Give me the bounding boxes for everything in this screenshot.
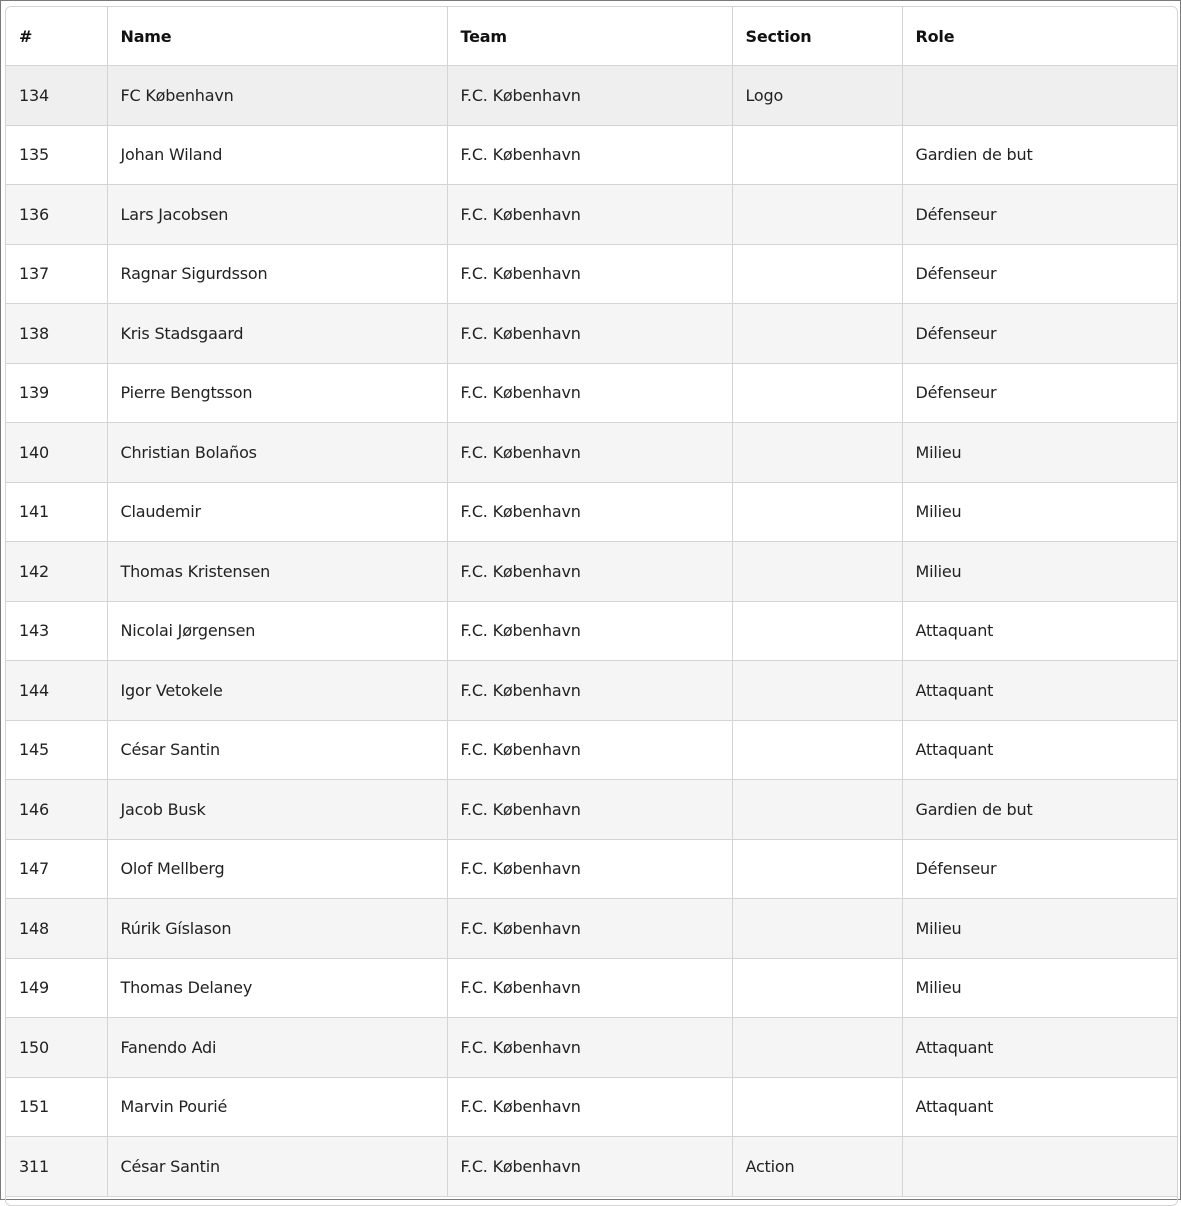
cell-name: Kris Stadsgaard xyxy=(107,304,447,364)
cell-role: Défenseur xyxy=(902,244,1177,304)
cell-number: 146 xyxy=(6,780,107,840)
cell-role: Attaquant xyxy=(902,601,1177,661)
cell-name: Thomas Kristensen xyxy=(107,542,447,602)
cell-team: F.C. København xyxy=(447,482,732,542)
table-row[interactable] xyxy=(6,839,1177,899)
cell-role: Milieu xyxy=(902,542,1177,602)
cell-section xyxy=(732,958,902,1018)
table-row[interactable] xyxy=(6,958,1177,1018)
cell-number: 139 xyxy=(6,363,107,423)
cell-section xyxy=(732,780,902,840)
table-row[interactable] xyxy=(6,780,1177,840)
cell-role: Gardien de but xyxy=(902,780,1177,840)
cell-number: 136 xyxy=(6,185,107,245)
cell-name: Pierre Bengtsson xyxy=(107,363,447,423)
cell-number: 135 xyxy=(6,125,107,185)
table-body xyxy=(6,66,1177,1197)
cell-name: Olof Mellberg xyxy=(107,839,447,899)
cell-name: Claudemir xyxy=(107,482,447,542)
cell-team: F.C. København xyxy=(447,1137,732,1197)
cell-section xyxy=(732,244,902,304)
cell-name: Lars Jacobsen xyxy=(107,185,447,245)
cell-number: 142 xyxy=(6,542,107,602)
cell-number: 143 xyxy=(6,601,107,661)
cell-name: Fanendo Adi xyxy=(107,1018,447,1078)
cell-name: Christian Bolaños xyxy=(107,423,447,483)
cell-number: 141 xyxy=(6,482,107,542)
cell-team: F.C. København xyxy=(447,720,732,780)
cell-team: F.C. København xyxy=(447,601,732,661)
cell-section xyxy=(732,839,902,899)
table-row[interactable] xyxy=(6,1018,1177,1078)
cell-number: 150 xyxy=(6,1018,107,1078)
cell-name: Thomas Delaney xyxy=(107,958,447,1018)
cell-name: FC København xyxy=(107,66,447,126)
cell-role: Milieu xyxy=(902,899,1177,959)
table-row[interactable] xyxy=(6,363,1177,423)
cell-section xyxy=(732,125,902,185)
cell-role: Défenseur xyxy=(902,185,1177,245)
table-row[interactable] xyxy=(6,66,1177,126)
cell-role: Attaquant xyxy=(902,661,1177,721)
cell-team: F.C. København xyxy=(447,244,732,304)
cell-name: Nicolai Jørgensen xyxy=(107,601,447,661)
cell-role: Attaquant xyxy=(902,720,1177,780)
cell-number: 144 xyxy=(6,661,107,721)
sticker-table-container xyxy=(5,6,1178,1206)
cell-role xyxy=(902,66,1177,126)
cell-number: 151 xyxy=(6,1077,107,1137)
cell-name: Rúrik Gíslason xyxy=(107,899,447,959)
cell-number: 138 xyxy=(6,304,107,364)
cell-team: F.C. København xyxy=(447,185,732,245)
cell-team: F.C. København xyxy=(447,958,732,1018)
cell-team: F.C. København xyxy=(447,1077,732,1137)
cell-team: F.C. København xyxy=(447,423,732,483)
sticker-table xyxy=(6,7,1177,1197)
table-header-row xyxy=(6,7,1177,66)
cell-section xyxy=(732,1018,902,1078)
column-header-name[interactable]: Name xyxy=(107,7,447,66)
cell-section xyxy=(732,185,902,245)
table-row[interactable] xyxy=(6,1077,1177,1137)
cell-number: 145 xyxy=(6,720,107,780)
cell-number: 134 xyxy=(6,66,107,126)
cell-team: F.C. København xyxy=(447,363,732,423)
cell-number: 148 xyxy=(6,899,107,959)
cell-team: F.C. København xyxy=(447,899,732,959)
cell-role: Défenseur xyxy=(902,839,1177,899)
cell-team: F.C. København xyxy=(447,542,732,602)
cell-role: Gardien de but xyxy=(902,125,1177,185)
table-row[interactable] xyxy=(6,661,1177,721)
column-header-section[interactable]: Section xyxy=(732,7,902,66)
cell-role: Défenseur xyxy=(902,363,1177,423)
cell-role: Milieu xyxy=(902,958,1177,1018)
table-row[interactable] xyxy=(6,542,1177,602)
cell-section xyxy=(732,542,902,602)
cell-role: Milieu xyxy=(902,423,1177,483)
cell-name: César Santin xyxy=(107,720,447,780)
cell-name: Marvin Pourié xyxy=(107,1077,447,1137)
cell-role: Attaquant xyxy=(902,1077,1177,1137)
cell-name: Johan Wiland xyxy=(107,125,447,185)
table-row[interactable] xyxy=(6,1137,1177,1197)
column-header-role[interactable]: Role xyxy=(902,7,1177,66)
cell-section xyxy=(732,304,902,364)
table-row[interactable] xyxy=(6,899,1177,959)
cell-section xyxy=(732,482,902,542)
cell-number: 140 xyxy=(6,423,107,483)
table-row[interactable] xyxy=(6,720,1177,780)
cell-section xyxy=(732,1077,902,1137)
cell-team: F.C. København xyxy=(447,661,732,721)
cell-name: Ragnar Sigurdsson xyxy=(107,244,447,304)
table-row[interactable] xyxy=(6,423,1177,483)
cell-role: Attaquant xyxy=(902,1018,1177,1078)
cell-number: 311 xyxy=(6,1137,107,1197)
cell-section xyxy=(732,423,902,483)
cell-team: F.C. København xyxy=(447,66,732,126)
column-header-number[interactable]: # xyxy=(6,7,107,66)
cell-section: Action xyxy=(732,1137,902,1197)
cell-section xyxy=(732,363,902,423)
cell-team: F.C. København xyxy=(447,780,732,840)
cell-number: 137 xyxy=(6,244,107,304)
cell-team: F.C. København xyxy=(447,304,732,364)
cell-section xyxy=(732,720,902,780)
cell-section: Logo xyxy=(732,66,902,126)
table-row[interactable] xyxy=(6,125,1177,185)
cell-number: 147 xyxy=(6,839,107,899)
table-row[interactable] xyxy=(6,601,1177,661)
table-row[interactable] xyxy=(6,482,1177,542)
table-row[interactable] xyxy=(6,244,1177,304)
table-row[interactable] xyxy=(6,304,1177,364)
cell-name: Igor Vetokele xyxy=(107,661,447,721)
cell-number: 149 xyxy=(6,958,107,1018)
column-header-team[interactable]: Team xyxy=(447,7,732,66)
cell-role xyxy=(902,1137,1177,1197)
cell-team: F.C. København xyxy=(447,1018,732,1078)
cell-team: F.C. København xyxy=(447,125,732,185)
table-row[interactable] xyxy=(6,185,1177,245)
cell-role: Défenseur xyxy=(902,304,1177,364)
cell-section xyxy=(732,601,902,661)
cell-section xyxy=(732,899,902,959)
cell-section xyxy=(732,661,902,721)
cell-name: Jacob Busk xyxy=(107,780,447,840)
cell-role: Milieu xyxy=(902,482,1177,542)
cell-team: F.C. København xyxy=(447,839,732,899)
cell-name: César Santin xyxy=(107,1137,447,1197)
